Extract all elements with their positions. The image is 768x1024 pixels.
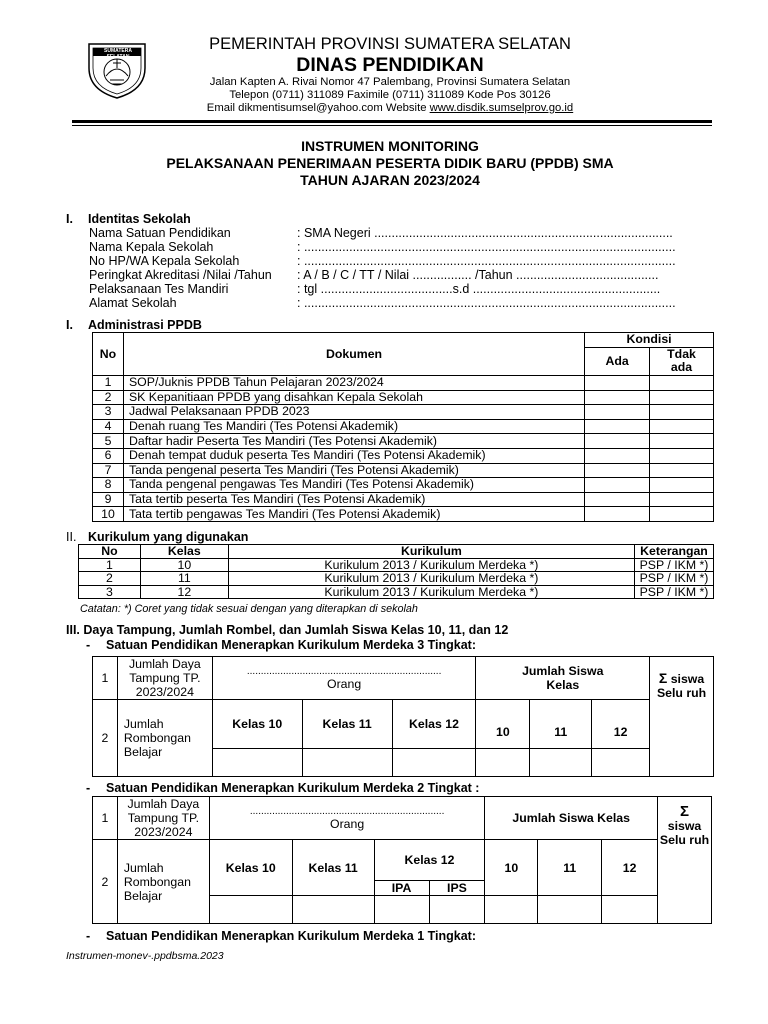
kelas-12-header: Kelas 12 xyxy=(374,840,485,881)
identity-label: Nama Satuan Pendidikan xyxy=(89,226,231,240)
row-number: 1 xyxy=(93,797,118,840)
rombel-10-cell[interactable] xyxy=(212,749,302,777)
check-tidak-ada-cell[interactable] xyxy=(650,448,714,463)
row-number: 2 xyxy=(93,390,124,405)
department-name: DINAS PENDIDIKAN xyxy=(296,54,484,76)
section-title: Kurikulum yang digunakan xyxy=(88,530,249,544)
title-line-3: TAHUN AJARAN 2023/2024 xyxy=(300,172,480,188)
row-number: 10 xyxy=(93,507,124,522)
section-administrasi-heading xyxy=(66,318,202,332)
document-name: Tanda pengenal pengawas Tes Mandiri (Tes Potensi Akademik) xyxy=(123,478,584,493)
siswa-11-header: 11 xyxy=(538,840,602,896)
check-tidak-ada-cell[interactable] xyxy=(650,434,714,449)
logo-text: SUMATERA SELATAN xyxy=(104,48,132,60)
dash: - xyxy=(86,929,91,943)
col-header-kelas: Kelas xyxy=(140,545,228,559)
document-name: Tata tertib peserta Tes Mandiri (Tes Potensi Akademik) xyxy=(123,492,584,507)
check-ada-cell[interactable] xyxy=(585,405,650,420)
kurikulum-choice[interactable]: Kurikulum 2013 / Kurikulum Merdeka *) xyxy=(228,558,634,572)
siswa-10-cell[interactable] xyxy=(476,749,530,777)
section-kurikulum-heading xyxy=(66,530,248,544)
jumlah-siswa-header: Jumlah Siswa Kelas xyxy=(485,797,658,840)
phone-line: Telepon (0711) 311089 Faximile (0711) 311089 Kode Pos 30126 xyxy=(229,89,551,101)
table-row xyxy=(93,390,714,405)
dots: ...................................................................... xyxy=(249,805,445,817)
daya-tampung-field[interactable] xyxy=(212,657,476,700)
rombel-11-cell[interactable] xyxy=(292,896,374,924)
kelas-cell: 12 xyxy=(140,585,228,599)
table-row xyxy=(79,572,714,586)
kurikulum-choice[interactable]: Kurikulum 2013 / Kurikulum Merdeka *) xyxy=(228,572,634,586)
siswa-11-cell[interactable] xyxy=(530,749,592,777)
daya-tampung-table-2 xyxy=(92,796,712,924)
row-number: 1 xyxy=(79,558,141,572)
section-number: I. xyxy=(66,318,73,332)
daya-tampung-field[interactable] xyxy=(209,797,485,840)
check-tidak-ada-cell[interactable] xyxy=(650,492,714,507)
check-ada-cell[interactable] xyxy=(585,507,650,522)
total-siswa-label: siswa Selu ruh xyxy=(656,672,707,700)
total-siswa-header xyxy=(658,797,712,924)
subsection-title: Satuan Pendidikan Menerapkan Kurikulum Merdeka 1 Tingkat: xyxy=(106,929,477,943)
government-name: PEMERINTAH PROVINSI SUMATERA SELATAN xyxy=(209,35,571,53)
col-header-ada: Ada xyxy=(585,347,650,375)
document-name: Denah ruang Tes Mandiri (Tes Potensi Akademik) xyxy=(123,419,584,434)
kelas-11-header: Kelas 11 xyxy=(292,840,374,896)
dash: - xyxy=(86,781,91,795)
rombel-12-cell[interactable] xyxy=(392,749,476,777)
siswa-10-cell[interactable] xyxy=(485,896,538,924)
col-header-tidak-ada xyxy=(650,347,714,375)
subsection-3-tingkat xyxy=(86,638,476,652)
kelas-10-header: Kelas 10 xyxy=(209,840,292,896)
check-ada-cell[interactable] xyxy=(585,478,650,493)
siswa-11-cell[interactable] xyxy=(538,896,602,924)
email-text: Email dikmentisumsel@yahoo.com Website xyxy=(206,102,430,114)
identity-label: Nama Kepala Sekolah xyxy=(89,240,214,254)
section-title: Identitas Sekolah xyxy=(88,212,191,226)
section-title: Administrasi PPDB xyxy=(88,318,202,332)
table-row xyxy=(93,405,714,420)
identity-value-field[interactable]: : SMA Negeri ...................................................................................... xyxy=(297,226,673,240)
row-number: 6 xyxy=(93,448,124,463)
dash: - xyxy=(86,638,91,652)
website-link[interactable]: www.disdik.sumselprov.go.id xyxy=(429,102,574,114)
table-row xyxy=(93,463,714,478)
identity-value-field[interactable]: : ........................................................................................................... xyxy=(297,240,676,254)
kurikulum-choice[interactable]: Kurikulum 2013 / Kurikulum Merdeka *) xyxy=(228,585,634,599)
check-ada-cell[interactable] xyxy=(585,463,650,478)
table-row xyxy=(93,376,714,391)
check-tidak-ada-cell[interactable] xyxy=(650,463,714,478)
section-number: I. xyxy=(66,212,73,226)
orang-label: Orang xyxy=(327,676,362,691)
rombel-label: Jumlah Rombongan Belajar xyxy=(117,840,209,924)
check-ada-cell[interactable] xyxy=(585,419,650,434)
page-footer: Instrumen-monev-.ppdbsma.2023 xyxy=(66,950,224,962)
col-header-dokumen: Dokumen xyxy=(123,333,584,376)
identity-value-field[interactable]: : A / B / C / TT / Nilai ................. /Tahun ......................................... xyxy=(297,268,659,282)
daya-tampung-label: Jumlah Daya Tampung TP. 2023/2024 xyxy=(117,657,212,700)
rombel-label: Jumlah Rombongan Belajar xyxy=(117,700,212,777)
kelas-12-header: Kelas 12 xyxy=(392,700,476,749)
total-siswa-label: siswa Selu ruh xyxy=(659,819,710,847)
header-rule-thick xyxy=(72,120,712,123)
total-siswa-header xyxy=(650,657,714,777)
sigma-icon: Σ xyxy=(680,803,690,820)
row-number: 1 xyxy=(93,376,124,391)
header-text: ada xyxy=(670,360,693,375)
keterangan-choice[interactable]: PSP / IKM *) xyxy=(635,558,714,572)
col-header-kondisi: Kondisi xyxy=(585,333,714,348)
document-name: SK Kepanitiaan PPDB yang disahkan Kepala Sekolah xyxy=(123,390,584,405)
ipa-header: IPA xyxy=(374,881,429,896)
identity-label: Peringkat Akreditasi /Nilai /Tahun xyxy=(89,268,272,282)
sigma-icon: Σ xyxy=(658,670,668,686)
table-row xyxy=(93,507,714,522)
check-tidak-ada-cell[interactable] xyxy=(650,405,714,420)
header-rule-thin xyxy=(72,125,712,126)
subsection-1-tingkat xyxy=(86,929,476,943)
kurikulum-note: Catatan: *) Coret yang tidak sesuai dengan yang diterapkan di sekolah xyxy=(80,603,418,615)
row-number: 3 xyxy=(93,405,124,420)
col-header-kurikulum: Kurikulum xyxy=(228,545,634,559)
identity-label: No HP/WA Kepala Sekolah xyxy=(89,254,240,268)
identity-value-field[interactable]: : tgl ......................................s.d ...................................................... xyxy=(297,282,661,296)
row-number: 3 xyxy=(79,585,141,599)
check-ada-cell[interactable] xyxy=(585,448,650,463)
province-logo xyxy=(84,38,150,100)
kelas-10-header: Kelas 10 xyxy=(212,700,302,749)
table-row xyxy=(79,558,714,572)
table-row xyxy=(93,419,714,434)
siswa-12-header: 12 xyxy=(602,840,658,896)
table-row xyxy=(79,585,714,599)
ips-header: IPS xyxy=(429,881,485,896)
row-number: 1 xyxy=(93,657,118,700)
table-row xyxy=(93,478,714,493)
col-header-keterangan: Keterangan xyxy=(635,545,714,559)
header-text: Tdak xyxy=(667,347,696,362)
orang-label: Orang xyxy=(330,816,365,831)
identity-label: Alamat Sekolah xyxy=(89,296,177,310)
row-number: 2 xyxy=(93,840,118,924)
row-number: 7 xyxy=(93,463,124,478)
col-header-no: No xyxy=(79,545,141,559)
check-ada-cell[interactable] xyxy=(585,492,650,507)
keterangan-choice[interactable]: PSP / IKM *) xyxy=(635,585,714,599)
title-line-1: INSTRUMEN MONITORING xyxy=(301,138,479,154)
document-name: Daftar hadir Peserta Tes Mandiri (Tes Potensi Akademik) xyxy=(123,434,584,449)
row-number: 9 xyxy=(93,492,124,507)
rombel-10-cell[interactable] xyxy=(209,896,292,924)
siswa-11-header: 11 xyxy=(530,700,592,749)
section-identitas-heading xyxy=(66,212,191,226)
administrasi-table xyxy=(92,332,714,522)
daya-tampung-table-3 xyxy=(92,656,714,777)
check-tidak-ada-cell[interactable] xyxy=(650,376,714,391)
address-line: Jalan Kapten A. Rivai Nomor 47 Palembang, Provinsi Sumatera Selatan xyxy=(209,76,571,88)
identity-value-field[interactable]: : ........................................................................................................... xyxy=(297,296,676,310)
siswa-12-cell[interactable] xyxy=(602,896,658,924)
check-tidak-ada-cell[interactable] xyxy=(650,419,714,434)
check-ada-cell[interactable] xyxy=(585,376,650,391)
row-number: 8 xyxy=(93,478,124,493)
siswa-10-header: 10 xyxy=(485,840,538,896)
kelas-cell: 11 xyxy=(140,572,228,586)
jumlah-siswa-header: Jumlah Siswa Kelas xyxy=(476,657,650,700)
row-number: 5 xyxy=(93,434,124,449)
subsection-title: Satuan Pendidikan Menerapkan Kurikulum Merdeka 2 Tingkat : xyxy=(106,781,480,795)
email-line xyxy=(165,102,615,116)
rombel-12-ips-cell[interactable] xyxy=(429,896,485,924)
siswa-12-cell[interactable] xyxy=(592,749,650,777)
check-tidak-ada-cell[interactable] xyxy=(650,390,714,405)
siswa-10-header: 10 xyxy=(476,700,530,749)
col-header-no: No xyxy=(93,333,124,376)
table-row xyxy=(93,492,714,507)
identity-label: Pelaksanaan Tes Mandiri xyxy=(89,282,229,296)
check-ada-cell[interactable] xyxy=(585,390,650,405)
document-name: Tata tertib pengawas Tes Mandiri (Tes Potensi Akademik) xyxy=(123,507,584,522)
rombel-11-cell[interactable] xyxy=(302,749,392,777)
check-tidak-ada-cell[interactable] xyxy=(650,507,714,522)
title-line-2: PELAKSANAAN PENERIMAAN PESERTA DIDIK BARU (PPDB) SMA xyxy=(166,155,614,171)
siswa-12-header: 12 xyxy=(592,700,650,749)
dots: ...................................................................... xyxy=(246,665,442,677)
check-ada-cell[interactable] xyxy=(585,434,650,449)
keterangan-choice[interactable]: PSP / IKM *) xyxy=(635,572,714,586)
table-row xyxy=(93,448,714,463)
subsection-title: Satuan Pendidikan Menerapkan Kurikulum Merdeka 3 Tingkat: xyxy=(106,638,477,652)
rombel-12-ipa-cell[interactable] xyxy=(374,896,429,924)
row-number: 2 xyxy=(79,572,141,586)
document-name: Denah tempat duduk peserta Tes Mandiri (Tes Potensi Akademik) xyxy=(123,448,584,463)
table-row xyxy=(93,434,714,449)
identity-value-field[interactable]: : ........................................................................................................... xyxy=(297,254,676,268)
kelas-11-header: Kelas 11 xyxy=(302,700,392,749)
row-number: 4 xyxy=(93,419,124,434)
check-tidak-ada-cell[interactable] xyxy=(650,478,714,493)
document-name: SOP/Juknis PPDB Tahun Pelajaran 2023/2024 xyxy=(123,376,584,391)
kurikulum-table xyxy=(78,544,714,599)
subsection-2-tingkat xyxy=(86,781,479,795)
section-daya-tampung-heading: III. Daya Tampung, Jumlah Rombel, dan Jumlah Siswa Kelas 10, 11, dan 12 xyxy=(66,623,509,637)
daya-tampung-label: Jumlah Daya Tampung TP. 2023/2024 xyxy=(117,797,209,840)
kelas-cell: 10 xyxy=(140,558,228,572)
section-number: II. xyxy=(66,530,77,544)
row-number: 2 xyxy=(93,700,118,777)
document-name: Jadwal Pelaksanaan PPDB 2023 xyxy=(123,405,584,420)
document-name: Tanda pengenal peserta Tes Mandiri (Tes Potensi Akademik) xyxy=(123,463,584,478)
